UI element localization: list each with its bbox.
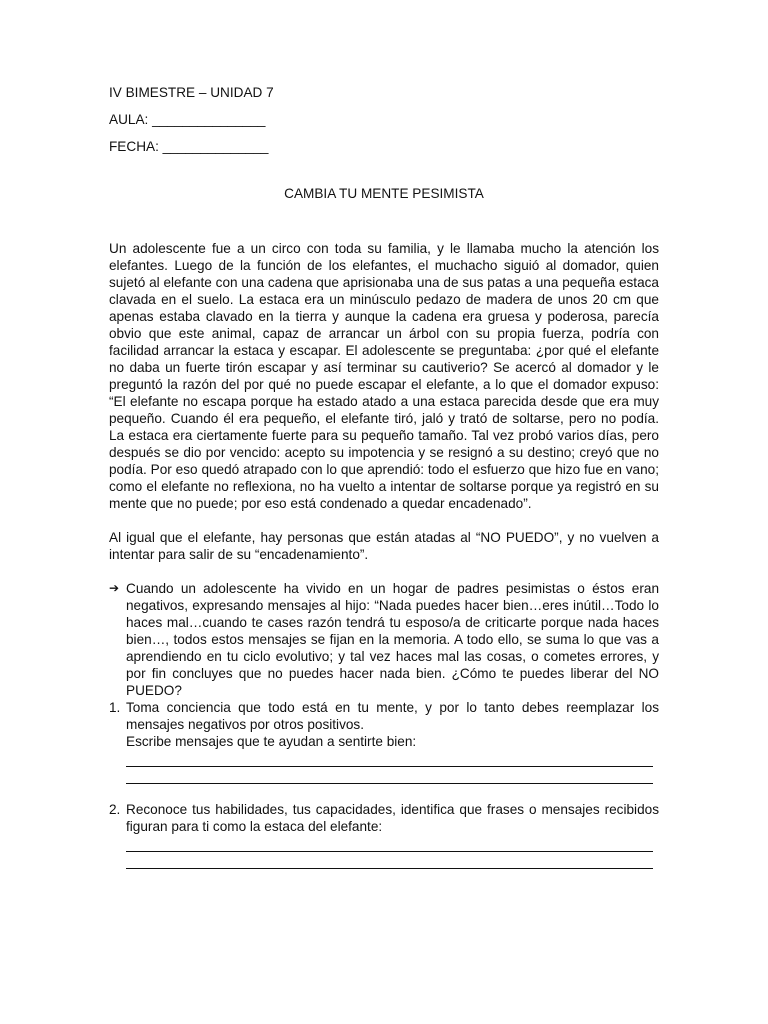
item-number: 1. bbox=[109, 700, 121, 715]
fecha-field: FECHA: ______________ bbox=[109, 139, 269, 154]
numbered-item-1 bbox=[109, 699, 659, 784]
aula-field: AULA: _______________ bbox=[109, 112, 266, 127]
story-paragraph: Un adolescente fue a un circo con toda su familia, y le llamaba mucho la atención los elefantes. Luego de la función de los elefantes, el muchacho siguió al domador, quien sujetó al elefante con una cadena que aprisionaba una de sus patas a una pequeña estaca clavada en el suelo. La estaca era un minúsculo pedazo de madera de unos 20 cm que apenas estaba clavado en la tierra y aunque la cadena era gruesa y poderosa, parecía obvio que este animal, capaz de arrancar un árbol con su propia fuerza, podría con facilidad arrancar la estaca y escapar. El adolescente se preguntaba: ¿por qué el elefante no daba un fuerte tirón escapar y así terminar su cautiverio? Se acercó al domador y le preguntó la razón del por qué no puede escapar el elefante, a lo que el domador expuso: “El elefante no escapa porque ha estado atado a una estaca parecida desde que era muy pequeño. Cuando él era pequeño, el elefante tiró, jaló y trató de soltarse, pero no podía. La estaca era ciertamente fuerte para su pequeño tamaño. Tal vez probó varios días, pero después se dio por vencido: acepto su impotencia y se resignó a su destino; creyó que no podía. Por eso quedó atrapado con lo que aprendió: todo el esfuerzo que hizo fue en vano; como el elefante no reflexiona, no ha vuelto a intentar de soltarse porque ya registró en su mente que no puede; por eso está condenado a quedar encadenado”. bbox=[109, 241, 659, 511]
item-prompt: Escribe mensajes que te ayudan a sentirte bien: bbox=[126, 734, 417, 749]
arrow-list-item bbox=[109, 580, 659, 699]
item-number: 2. bbox=[109, 802, 121, 817]
answer-line[interactable] bbox=[126, 852, 653, 869]
unit-heading: IV BIMESTRE – UNIDAD 7 bbox=[109, 85, 274, 100]
item-text: Toma conciencia que todo está en tu mente, y por lo tanto debes reemplazar los mensajes negativos por otros positivos. bbox=[126, 700, 659, 732]
answer-line[interactable] bbox=[126, 835, 653, 852]
document-title: CAMBIA TU MENTE PESIMISTA bbox=[284, 186, 484, 201]
worksheet-page bbox=[109, 84, 659, 869]
answer-line[interactable] bbox=[126, 750, 653, 767]
arrow-item-text: Cuando un adolescente ha vivido en un hogar de padres pesimistas o éstos eran negativos, expresando mensajes al hijo: “Nada puedes hacer bien…eres inútil…Todo lo haces mal…cuando te cases razón tendrá tu esposo/a de criticarte porque nada haces bien…, todos estos mensajes se fijan en la memoria. A todo ello, se suma lo que vas a aprendiendo en tu ciclo evolutivo; y tal vez haces mal las cosas, o cometes errores, y por fin concluyes que no puedes hacer nada bien. ¿Cómo te puedes liberar del NO PUEDO? bbox=[126, 581, 659, 698]
moral-paragraph: Al igual que el elefante, hay personas que están atadas al “NO PUEDO”, y no vuelven a intentar para salir de su “encadenamiento”. bbox=[109, 530, 659, 562]
numbered-item-2 bbox=[109, 801, 659, 869]
answer-line[interactable] bbox=[126, 767, 653, 784]
item-text: Reconoce tus habilidades, tus capacidades, identifica que frases o mensajes recibidos figuran para ti como la estaca del elefante: bbox=[126, 802, 659, 834]
arrow-right-icon: ➔ bbox=[109, 581, 120, 595]
